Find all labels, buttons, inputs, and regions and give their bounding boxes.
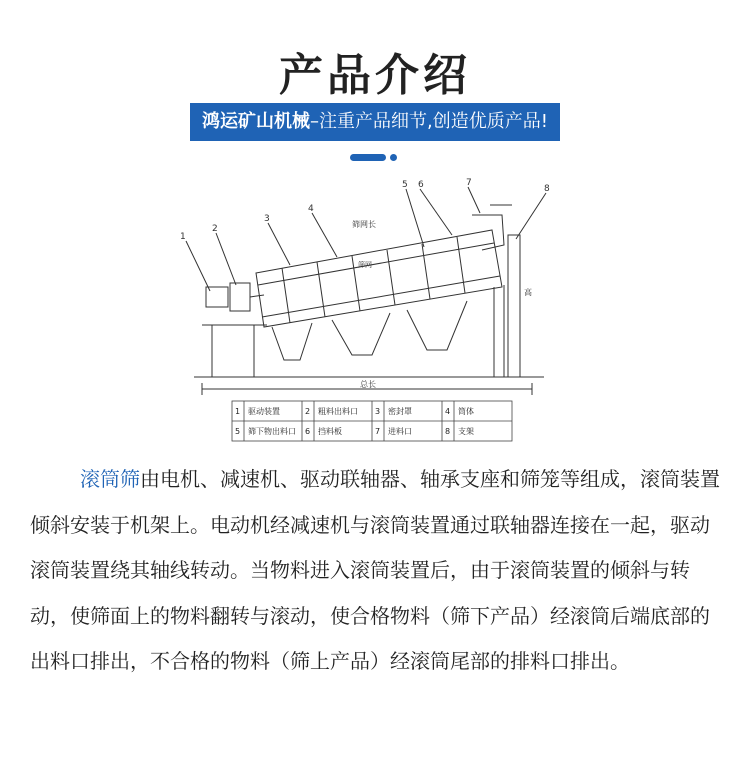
description-text: 由电机、减速机、驱动联轴器、轴承支座和筛笼等组成，滚筒装置倾斜安装于机架上。电动机经减速机与滚筒装置通过联轴器连接在一起，驱动滚筒装置绕其轴线转动。当物料进入滚筒装置后，由于滚筒装置的倾斜与转动，使筛面上的物料翻转与滚动，使合格物料（筛下产品）经滚筒后端底部的出料口排出，不合格的物料（筛上产品）经滚筒尾部的排料口排出。: [30, 467, 720, 673]
highlight-term: 滚筒筛: [80, 467, 140, 491]
decorative-bar: [350, 154, 386, 161]
callout-8: 8: [544, 184, 550, 194]
table-cell: 密封罩: [388, 407, 412, 416]
banner-slogan: –注重产品细节,创造优质产品!: [310, 111, 548, 132]
table-cell: 6: [305, 427, 311, 436]
dim-screen-length: 筛网长: [352, 220, 376, 229]
decorative-dot: [390, 154, 397, 161]
callout-3: 3: [264, 214, 270, 224]
table-cell: 7: [375, 427, 381, 436]
table-cell: 8: [445, 427, 451, 436]
page-title: 产品介绍: [279, 50, 471, 101]
callout-7: 7: [466, 178, 472, 188]
table-cell: 5: [235, 427, 241, 436]
callout-6: 6: [418, 180, 424, 190]
table-cell: 3: [375, 407, 381, 416]
table-cell: 支架: [458, 427, 474, 436]
table-cell: 粗料出料口: [318, 407, 358, 416]
callout-4: 4: [308, 204, 314, 214]
banner-brand: 鸿运矿山机械: [202, 111, 311, 132]
table-cell: 2: [305, 407, 311, 416]
drum-screen-diagram: [172, 175, 568, 445]
table-cell: 4: [445, 407, 451, 416]
table-cell: 1: [235, 407, 241, 416]
callout-1: 1: [180, 232, 186, 242]
dim-height: 高: [524, 288, 532, 297]
callout-2: 2: [212, 224, 218, 234]
callout-5: 5: [402, 180, 408, 190]
slogan-banner: [190, 103, 560, 141]
table-cell: 进料口: [388, 427, 412, 436]
description-paragraph: [30, 457, 720, 685]
table-cell: 驱动装置: [248, 407, 280, 416]
table-cell: 挡料板: [318, 427, 342, 436]
dim-screen-inner: 筛网: [358, 261, 372, 269]
diagram-svg: [172, 175, 568, 445]
table-cell: 筒体: [458, 407, 474, 416]
table-cell: 筛下物出料口: [248, 427, 296, 436]
dim-total-length: 总长: [360, 380, 376, 389]
